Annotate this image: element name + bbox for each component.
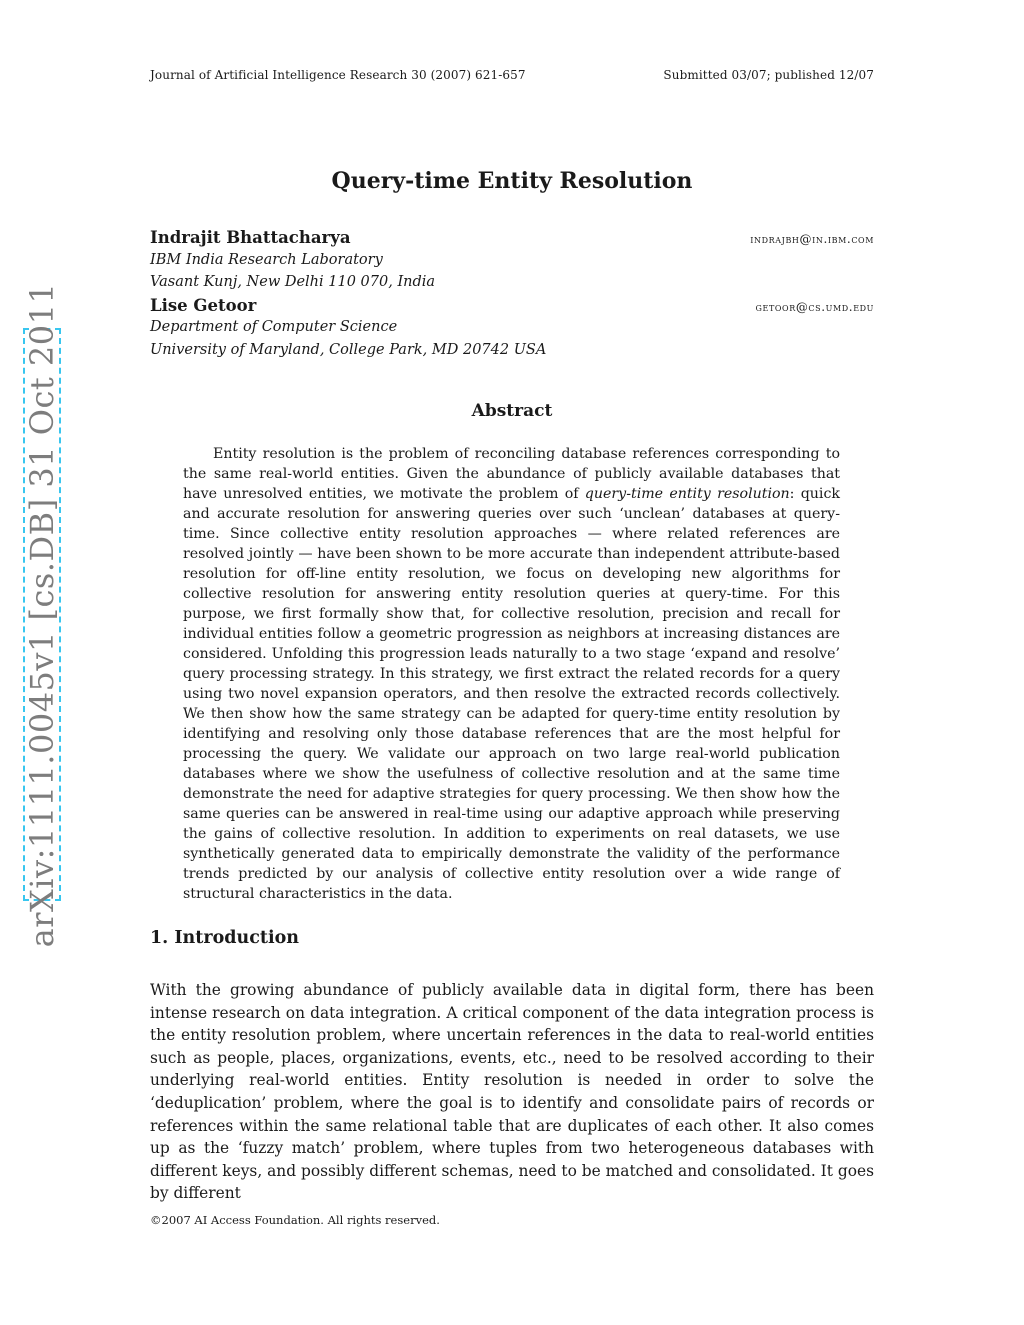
author-address: University of Maryland, College Park, MD 20742 USA [150,342,547,358]
author-name: Lise Getoor [150,296,257,315]
abstract-body [183,444,840,904]
introduction-paragraph: With the growing abundance of publicly available data in digital form, there has been intense research on data integration. A critical component of the data integration process is the entity resolution problem, where uncertain references in the data to real-world entities such as people, places, organizations, events, etc., need to be resolved according to their underlying real-world entities. Entity resolution is needed in order to solve the ‘deduplication’ problem, where the goal is to identify and consolidate pairs of records or references within the same relational table that are duplicates of each other. It also comes up as the ‘fuzzy match’ problem, where tuples from two heterogeneous databases with different keys, and possibly different schemas, need to be matched and consolidated. It goes by different [150,981,874,1203]
journal-header: Journal of Artificial Intelligence Research 30 (2007) 621-657 [150,68,526,82]
abstract-paragraph [183,444,840,904]
author-affiliation: Department of Computer Science [150,319,398,335]
author-affiliation: IBM India Research Laboratory [150,252,383,268]
copyright-footer: ©2007 AI Access Foundation. All rights reserved. [150,1213,440,1227]
author-name: Indrajit Bhattacharya [150,228,351,247]
submission-dates: Submitted 03/07; published 12/07 [663,68,874,82]
abstract-heading: Abstract [471,401,553,421]
section-heading: 1. Introduction [150,928,299,948]
author-email: indrajbh@in.ibm.com [750,232,874,246]
author-address: Vasant Kunj, New Delhi 110 070, India [150,274,436,290]
paper-title: Query-time Entity Resolution [331,168,693,194]
abstract-text-start: Entity resolution is the problem of reconciling database references corresponding to the same real-world entities. Given the abundance of publicly available databases that have unresolved entities, we motivate the problem of [183,446,840,502]
arxiv-identifier: arXiv:1111.0045v1 [cs.DB] 31 Oct 2011 [23,282,61,947]
abstract-emphasis: query-time entity resolution [584,486,790,502]
abstract-text-end: : quick and accurate resolution for answering queries over such ‘unclean’ databases at query-time. Since collective entity resolution approaches — where related references are resolved jointly — have been shown to be more accurate than independent attribute-based resolution for off-line entity resolution, we focus on developing new algorithms for collective resolution for answering entity resolution queries at query-time. For this purpose, we first formally show that, for collective resolution, precision and recall for individual entities follow a geometric progression as neighbors at increasing distances are considered. Unfolding this progression leads naturally to a two stage ‘expand and resolve’ query processing strategy. In this strategy, we first extract the related records for a query using two novel expansion operators, and then resolve the extracted records collectively. We then show how the same strategy can be adapted for query-time entity resolution by identifying and resolving only those database references that are the most helpful for processing the query. We validate our approach on two large real-world publication databases where we show the usefulness of collective resolution and at the same time demonstrate the need for adaptive strategies for query processing. We then show how the same queries can be answered in real-time using our adaptive approach while preserving the gains of collective resolution. In addition to experiments on real datasets, we use synthetically generated data to empirically demonstrate the validity of the performance trends predicted by our analysis of collective entity resolution over a wide range of structural characteristics in the data. [183,486,841,902]
author-email: getoor@cs.umd.edu [755,300,874,314]
introduction-body [150,979,874,1205]
